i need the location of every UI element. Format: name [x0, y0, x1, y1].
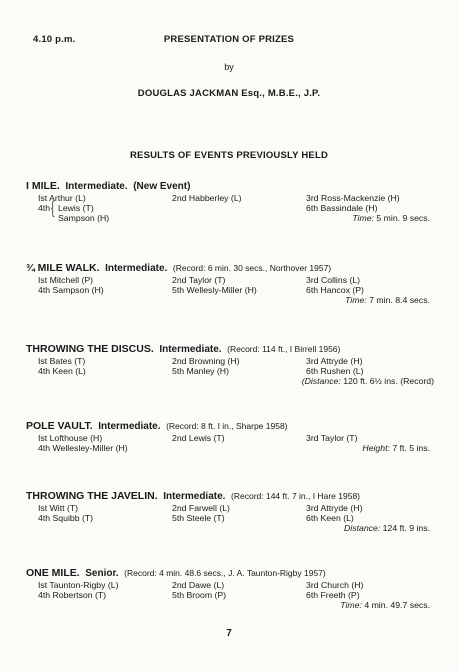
by-label: by	[224, 62, 234, 72]
page-title: PRESENTATION OF PRIZES	[163, 34, 295, 45]
event-title	[26, 343, 340, 355]
presenter-name: DOUGLAS JACKMAN Esq., M.B.E., J.P.	[137, 88, 321, 99]
event-one-mile-senior	[0, 567, 458, 627]
event-name: THROWING THE JAVELIN.	[26, 490, 158, 502]
result-label: Time:	[345, 295, 367, 305]
place-3: 3rd Ross-Mackenzie (H)	[306, 193, 400, 203]
event-result	[302, 376, 434, 386]
event-result	[352, 213, 430, 223]
place-4: 4th Squibb (T)	[38, 513, 94, 523]
event-record: (New Event)	[133, 181, 191, 192]
result-label: Height:	[362, 443, 390, 453]
event-title	[26, 567, 326, 579]
place-1: Ist Witt (T)	[38, 503, 79, 513]
place-1: Ist Lofthouse (H)	[38, 433, 103, 443]
event-category: Intermediate.	[163, 491, 226, 502]
place-6: 6th Bassindale (H)	[306, 203, 378, 213]
result-label: Distance:	[344, 523, 381, 533]
place-3: 3rd Church (H)	[306, 580, 364, 590]
place-4: 4th Wellesley-Miller (H)	[38, 443, 128, 453]
place-6: 6th Keen (L)	[306, 513, 354, 523]
place-2: 2nd Dawe (L)	[172, 580, 225, 590]
results-heading: RESULTS OF EVENTS PREVIOUSLY HELD	[129, 150, 329, 161]
event-title	[26, 490, 360, 502]
event-javelin-intermediate	[0, 490, 458, 550]
event-result	[345, 295, 430, 305]
place-2: 2nd Farwell (L)	[172, 503, 230, 513]
place-4: 4th	[38, 203, 51, 213]
event-name: ¾ MILE WALK.	[26, 262, 100, 274]
place-2: 2nd Browning (H)	[172, 356, 240, 366]
place-1: Ist Arthur (L)	[38, 193, 86, 203]
result-value: 4 min. 49.7 secs.	[364, 600, 430, 610]
result-value: 7 ft. 5 ins.	[392, 443, 430, 453]
place-4: 4th Sampson (H)	[38, 285, 104, 295]
place-5: 5th Manley (H)	[172, 366, 229, 376]
event-time: 4.10 p.m.	[33, 34, 76, 45]
place-1: Ist Bates (T)	[38, 356, 86, 366]
place-2: 2nd Taylor (T)	[172, 275, 226, 285]
event-name: POLE VAULT.	[26, 420, 93, 432]
place-1: Ist Mitchell (P)	[38, 275, 94, 285]
tie-brace: {	[50, 198, 56, 219]
place-4: 4th Keen (L)	[38, 366, 86, 376]
event-pole-vault-intermediate	[0, 420, 458, 480]
place-5: 5th Wellesly-Miller (H)	[172, 285, 257, 295]
place-1: Ist Taunton-Rigby (L)	[38, 580, 119, 590]
place-3: 3rd Attryde (H)	[306, 503, 363, 513]
result-label: Time:	[340, 600, 362, 610]
event-category: Intermediate.	[98, 421, 161, 432]
event-name: I MILE.	[26, 180, 60, 192]
place-6: 6th Hancox (P)	[306, 285, 364, 295]
event-record: (Record: 8 ft. I in., Sharpe 1958)	[166, 421, 288, 431]
result-value: 124 ft. 9 ins.	[382, 523, 430, 533]
result-label: (Distance:	[301, 376, 341, 386]
event-name: THROWING THE DISCUS.	[26, 343, 154, 355]
event-category: Intermediate.	[159, 344, 222, 355]
event-result	[340, 600, 430, 610]
event-name: ONE MILE.	[26, 567, 80, 579]
event-record: (Record: 6 min. 30 secs., Northover 1957)	[172, 263, 332, 273]
place-6: 6th Freeth (P)	[306, 590, 360, 600]
event-title	[26, 262, 331, 274]
event-record: (Record: 4 min. 48.6 secs., J. A. Taunton-Rigby 1957)	[124, 568, 326, 578]
event-record: (Record: 114 ft., I Birrell 1956)	[227, 344, 341, 354]
event-title	[26, 180, 190, 192]
place-6: 6th Rushen (L)	[306, 366, 364, 376]
result-value: 5 min. 9 secs.	[376, 213, 430, 223]
place-2: 2nd Lewis (T)	[172, 433, 225, 443]
event-category: Senior.	[85, 568, 119, 579]
result-value: 7 min. 8.4 secs.	[369, 295, 430, 305]
place-5: 5th Broom (P)	[172, 590, 227, 600]
event-result	[344, 523, 430, 533]
place-3: 3rd Attryde (H)	[306, 356, 363, 366]
page-number: 7	[226, 628, 232, 639]
place-2: 2nd Habberley (L)	[172, 193, 242, 203]
result-label: Time:	[352, 213, 374, 223]
place-4-tie-a: Lewis (T)	[58, 203, 94, 213]
event-result	[362, 443, 430, 453]
place-3: 3rd Taylor (T)	[306, 433, 358, 443]
place-5: 5th Steele (T)	[172, 513, 225, 523]
event-title	[26, 420, 288, 432]
event-category: Intermediate.	[65, 181, 128, 192]
event-discus-intermediate	[0, 343, 458, 403]
event-record: (Record: 144 ft. 7 in., I Hare 1958)	[231, 491, 360, 501]
result-value: 120 ft. 6½ ins. (Record)	[343, 376, 434, 386]
place-3: 3rd Collins (L)	[306, 275, 361, 285]
place-4-tie-b: Sampson (H)	[58, 213, 110, 223]
event-one-mile-intermediate	[0, 180, 458, 240]
place-4: 4th Robertson (T)	[38, 590, 107, 600]
event-category: Intermediate.	[105, 263, 168, 274]
event-mile-walk-intermediate	[0, 262, 458, 322]
